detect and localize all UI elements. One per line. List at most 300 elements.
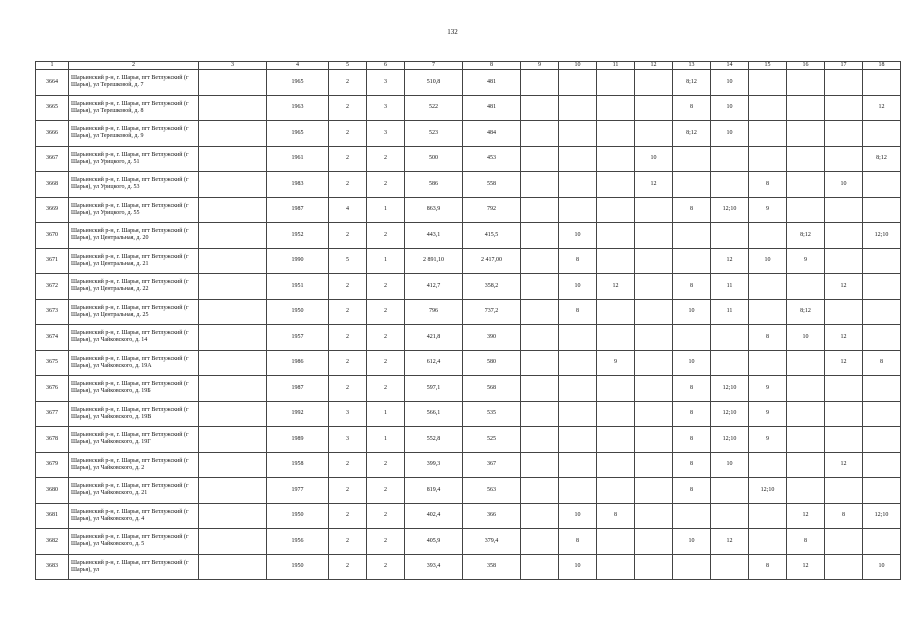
table-cell: 8: [673, 401, 711, 427]
table-cell: [749, 529, 787, 555]
table-cell: [597, 427, 635, 453]
table-cell: 9: [787, 248, 825, 274]
table-cell: 2: [367, 223, 405, 249]
address-cell: Шарьинский р-н, г. Шарья, пгт Ветлужский (г Шарья), ул Центральная, д. 20: [69, 223, 199, 249]
table-cell: 5: [329, 248, 367, 274]
table-cell: 8: [673, 452, 711, 478]
table-cell: 2: [329, 452, 367, 478]
table-cell: [199, 452, 267, 478]
address-cell: Шарьинский р-н, г. Шарья, пгт Ветлужский (г Шарья), ул Чайковского, д. 21: [69, 478, 199, 504]
table-row: [36, 452, 901, 478]
table-cell: [711, 172, 749, 198]
table-cell: 8: [673, 197, 711, 223]
table-cell: [635, 529, 673, 555]
table-cell: [711, 503, 749, 529]
table-cell: 1950: [267, 503, 329, 529]
table-cell: [199, 172, 267, 198]
table-cell: [825, 248, 863, 274]
table-cell: [597, 95, 635, 121]
table-cell: 563: [463, 478, 521, 504]
table-cell: [825, 376, 863, 402]
table-cell: [749, 452, 787, 478]
table-cell: [825, 401, 863, 427]
table-cell: [559, 95, 597, 121]
table-cell: [787, 172, 825, 198]
row-number-cell: 3668: [36, 172, 69, 198]
table-row: [36, 350, 901, 376]
table-cell: 12: [711, 529, 749, 555]
table-cell: 393,4: [405, 554, 463, 580]
table-cell: 8: [559, 248, 597, 274]
table-cell: [597, 478, 635, 504]
table-cell: 566,1: [405, 401, 463, 427]
table-cell: 2: [367, 503, 405, 529]
table-cell: [711, 325, 749, 351]
table-row: [36, 274, 901, 300]
table-cell: [521, 223, 559, 249]
table-cell: 2: [329, 121, 367, 147]
table-cell: 10: [711, 70, 749, 96]
table-cell: [635, 223, 673, 249]
row-number-cell: 3679: [36, 452, 69, 478]
table-cell: [521, 503, 559, 529]
table-cell: 2: [367, 350, 405, 376]
column-header: 10: [559, 62, 597, 70]
table-cell: 9: [597, 350, 635, 376]
table-row: [36, 197, 901, 223]
table-cell: 1963: [267, 95, 329, 121]
table-cell: [825, 554, 863, 580]
table-cell: [521, 274, 559, 300]
table-cell: [521, 172, 559, 198]
table-cell: 8;12: [863, 146, 901, 172]
row-number-cell: 3680: [36, 478, 69, 504]
table-cell: 8;12: [673, 70, 711, 96]
table-cell: 12;10: [863, 223, 901, 249]
column-header: 6: [367, 62, 405, 70]
column-header: 13: [673, 62, 711, 70]
table-cell: [635, 95, 673, 121]
column-header: 8: [463, 62, 521, 70]
table-cell: 2: [329, 274, 367, 300]
address-cell: Шарьинский р-н, г. Шарья, пгт Ветлужский (г Шарья), ул Терешковой, д. 7: [69, 70, 199, 96]
table-cell: 3: [367, 70, 405, 96]
table-row: [36, 146, 901, 172]
table-row: [36, 95, 901, 121]
table-cell: 2: [329, 350, 367, 376]
table-cell: [749, 146, 787, 172]
table-cell: 443,1: [405, 223, 463, 249]
table-cell: 1956: [267, 529, 329, 555]
table-cell: 10: [673, 350, 711, 376]
table-cell: 8: [673, 274, 711, 300]
table-cell: 10: [787, 325, 825, 351]
table-cell: [787, 274, 825, 300]
table-cell: [199, 70, 267, 96]
table-row: [36, 248, 901, 274]
table-cell: [787, 376, 825, 402]
address-cell: Шарьинский р-н, г. Шарья, пгт Ветлужский (г Шарья), ул Урицкого, д. 53: [69, 172, 199, 198]
table-cell: [863, 70, 901, 96]
table-cell: [863, 478, 901, 504]
table-cell: 819,4: [405, 478, 463, 504]
table-cell: 2: [329, 478, 367, 504]
column-number-row: [36, 62, 901, 70]
table-cell: [521, 248, 559, 274]
table-cell: [635, 274, 673, 300]
table-cell: 9: [749, 376, 787, 402]
table-cell: 10: [559, 274, 597, 300]
table-cell: 1983: [267, 172, 329, 198]
table-cell: 2: [329, 299, 367, 325]
table-cell: [825, 121, 863, 147]
address-cell: Шарьинский р-н, г. Шарья, пгт Ветлужский (г Шарья), ул Чайковского, д. 19Г: [69, 427, 199, 453]
table-row: [36, 554, 901, 580]
table-cell: 1: [367, 197, 405, 223]
table-cell: [521, 427, 559, 453]
table-cell: [673, 172, 711, 198]
table-cell: 863,9: [405, 197, 463, 223]
row-number-cell: 3672: [36, 274, 69, 300]
column-header: 7: [405, 62, 463, 70]
table-cell: 12;10: [711, 401, 749, 427]
table-cell: 10: [749, 248, 787, 274]
table-cell: [825, 478, 863, 504]
table-cell: 2: [367, 529, 405, 555]
table-cell: 8: [863, 350, 901, 376]
table-cell: [199, 248, 267, 274]
table-cell: [787, 70, 825, 96]
table-cell: [749, 95, 787, 121]
table-cell: 12;10: [863, 503, 901, 529]
table-cell: [597, 248, 635, 274]
table-cell: 2: [367, 146, 405, 172]
table-cell: 1977: [267, 478, 329, 504]
table-cell: 8: [673, 376, 711, 402]
table-cell: 1961: [267, 146, 329, 172]
table-cell: [199, 146, 267, 172]
column-header: 5: [329, 62, 367, 70]
table-cell: 737,2: [463, 299, 521, 325]
table-cell: [199, 274, 267, 300]
table-cell: 1989: [267, 427, 329, 453]
table-cell: [673, 248, 711, 274]
table-cell: 1952: [267, 223, 329, 249]
table-cell: [863, 121, 901, 147]
table-cell: 2: [367, 325, 405, 351]
column-header: 14: [711, 62, 749, 70]
table-cell: 552,8: [405, 427, 463, 453]
table-cell: 379,4: [463, 529, 521, 555]
table-cell: [521, 121, 559, 147]
table-row: [36, 70, 901, 96]
table-cell: 580: [463, 350, 521, 376]
table-cell: [521, 452, 559, 478]
table-row: [36, 223, 901, 249]
row-number-cell: 3671: [36, 248, 69, 274]
table-cell: 10: [559, 503, 597, 529]
table-cell: 1: [367, 248, 405, 274]
address-cell: Шарьинский р-н, г. Шарья, пгт Ветлужский (г Шарья), ул Урицкого, д. 55: [69, 197, 199, 223]
table-cell: [521, 299, 559, 325]
table-cell: [521, 529, 559, 555]
address-cell: Шарьинский р-н, г. Шарья, пгт Ветлужский (г Шарья), ул: [69, 554, 199, 580]
table-body: [36, 70, 901, 580]
table-cell: [199, 299, 267, 325]
table-cell: [199, 478, 267, 504]
table-cell: 10: [711, 121, 749, 147]
table-cell: 1987: [267, 376, 329, 402]
table-cell: 523: [405, 121, 463, 147]
table-cell: 8: [787, 529, 825, 555]
table-cell: [597, 121, 635, 147]
address-cell: Шарьинский р-н, г. Шарья, пгт Ветлужский (г Шарья), ул Чайковского, д. 19Б: [69, 376, 199, 402]
row-number-cell: 3677: [36, 401, 69, 427]
table-cell: [825, 146, 863, 172]
table-cell: [635, 478, 673, 504]
table-cell: [863, 274, 901, 300]
table-cell: [597, 554, 635, 580]
table-cell: [635, 299, 673, 325]
table-cell: 2: [367, 376, 405, 402]
table-cell: 8;12: [673, 121, 711, 147]
table-cell: 12;10: [749, 478, 787, 504]
table-cell: 10: [673, 529, 711, 555]
table-cell: 12: [787, 554, 825, 580]
table-cell: 3: [367, 95, 405, 121]
table-cell: [597, 325, 635, 351]
row-number-cell: 3669: [36, 197, 69, 223]
table-cell: 2 417,00: [463, 248, 521, 274]
table-cell: [199, 95, 267, 121]
column-header: 18: [863, 62, 901, 70]
table-cell: [749, 70, 787, 96]
table-cell: [711, 350, 749, 376]
address-cell: Шарьинский р-н, г. Шарья, пгт Ветлужский (г Шарья), ул Чайковского, д. 5: [69, 529, 199, 555]
table-cell: 500: [405, 146, 463, 172]
table-cell: 2: [329, 70, 367, 96]
table-cell: [199, 350, 267, 376]
table-cell: [199, 197, 267, 223]
table-cell: 12;10: [711, 376, 749, 402]
table-cell: 481: [463, 95, 521, 121]
table-cell: [597, 452, 635, 478]
column-header: 11: [597, 62, 635, 70]
table-cell: 12;10: [711, 427, 749, 453]
table-cell: 2 891,10: [405, 248, 463, 274]
table-cell: [825, 529, 863, 555]
table-cell: [673, 146, 711, 172]
table-cell: 1986: [267, 350, 329, 376]
address-cell: Шарьинский р-н, г. Шарья, пгт Ветлужский (г Шарья), ул Терешковой, д. 8: [69, 95, 199, 121]
address-cell: Шарьинский р-н, г. Шарья, пгт Ветлужский (г Шарья), ул Чайковского, д. 4: [69, 503, 199, 529]
table-cell: [863, 452, 901, 478]
table-cell: [711, 223, 749, 249]
table-cell: [635, 197, 673, 223]
table-cell: [199, 529, 267, 555]
table-cell: 481: [463, 70, 521, 96]
table-cell: 1: [367, 427, 405, 453]
table-cell: [749, 223, 787, 249]
table-cell: 2: [329, 529, 367, 555]
table-cell: [863, 401, 901, 427]
table-cell: 10: [559, 554, 597, 580]
table-cell: [749, 299, 787, 325]
row-number-cell: 3678: [36, 427, 69, 453]
address-cell: Шарьинский р-н, г. Шарья, пгт Ветлужский (г Шарья), ул Чайковского, д. 19В: [69, 401, 199, 427]
table-cell: [673, 223, 711, 249]
column-header: 9: [521, 62, 559, 70]
table-cell: 12: [825, 350, 863, 376]
table-cell: 10: [863, 554, 901, 580]
row-number-cell: 3667: [36, 146, 69, 172]
table-row: [36, 299, 901, 325]
table-cell: 3: [329, 401, 367, 427]
table-cell: [521, 70, 559, 96]
table-cell: 390: [463, 325, 521, 351]
table-cell: [521, 95, 559, 121]
table-cell: [559, 478, 597, 504]
column-header: 16: [787, 62, 825, 70]
table-cell: [825, 223, 863, 249]
table-cell: [199, 503, 267, 529]
column-header: 4: [267, 62, 329, 70]
table-cell: 8;12: [787, 299, 825, 325]
table-cell: 415,5: [463, 223, 521, 249]
row-number-cell: 3664: [36, 70, 69, 96]
table-cell: [521, 478, 559, 504]
table-cell: 1992: [267, 401, 329, 427]
table-cell: 12: [825, 452, 863, 478]
table-cell: [787, 146, 825, 172]
table-cell: 525: [463, 427, 521, 453]
address-cell: Шарьинский р-н, г. Шарья, пгт Ветлужский (г Шарья), ул Урицкого, д. 51: [69, 146, 199, 172]
table-cell: [635, 70, 673, 96]
table-cell: 421,8: [405, 325, 463, 351]
table-cell: [559, 70, 597, 96]
table-cell: 10: [673, 299, 711, 325]
table-cell: [559, 146, 597, 172]
address-cell: Шарьинский р-н, г. Шарья, пгт Ветлужский (г Шарья), ул Чайковского, д. 14: [69, 325, 199, 351]
table-cell: [863, 376, 901, 402]
table-cell: [199, 401, 267, 427]
table-cell: 3: [367, 121, 405, 147]
table-cell: 8;12: [787, 223, 825, 249]
table-cell: 792: [463, 197, 521, 223]
table-cell: 8: [825, 503, 863, 529]
row-number-cell: 3682: [36, 529, 69, 555]
table-cell: 3: [329, 427, 367, 453]
table-cell: 10: [711, 452, 749, 478]
table-cell: 9: [749, 197, 787, 223]
table-cell: [559, 197, 597, 223]
table-cell: 8: [597, 503, 635, 529]
table-cell: 11: [711, 274, 749, 300]
table-cell: 2: [329, 223, 367, 249]
table-cell: 12: [863, 95, 901, 121]
table-cell: 510,8: [405, 70, 463, 96]
table-cell: [597, 172, 635, 198]
table-cell: [787, 427, 825, 453]
table-cell: 8: [749, 172, 787, 198]
table-cell: 2: [367, 478, 405, 504]
table-cell: [787, 121, 825, 147]
address-cell: Шарьинский р-н, г. Шарья, пгт Ветлужский (г Шарья), ул Чайковского, д. 2: [69, 452, 199, 478]
table-cell: 8: [749, 554, 787, 580]
table-row: [36, 529, 901, 555]
table-cell: [635, 503, 673, 529]
table-cell: [635, 350, 673, 376]
table-cell: [863, 197, 901, 223]
table-cell: 10: [711, 95, 749, 121]
table-cell: 2: [329, 503, 367, 529]
table-cell: 10: [559, 223, 597, 249]
column-header: 3: [199, 62, 267, 70]
table-cell: [559, 121, 597, 147]
table-cell: 412,7: [405, 274, 463, 300]
table-cell: [825, 95, 863, 121]
table-cell: 8: [559, 299, 597, 325]
table-cell: [673, 554, 711, 580]
table-cell: 12: [597, 274, 635, 300]
table-cell: 1987: [267, 197, 329, 223]
table-row: [36, 478, 901, 504]
table-cell: [863, 172, 901, 198]
column-header: 2: [69, 62, 199, 70]
table-cell: [521, 325, 559, 351]
table-cell: [521, 376, 559, 402]
table-cell: [635, 121, 673, 147]
table-cell: [635, 554, 673, 580]
table-cell: 535: [463, 401, 521, 427]
table-cell: [635, 452, 673, 478]
table-cell: [635, 376, 673, 402]
table-cell: 2: [329, 376, 367, 402]
table-cell: 453: [463, 146, 521, 172]
table-cell: [597, 299, 635, 325]
table-cell: [199, 427, 267, 453]
table-cell: 1957: [267, 325, 329, 351]
table-cell: [521, 197, 559, 223]
table-cell: [559, 172, 597, 198]
table-row: [36, 325, 901, 351]
table-cell: 9: [749, 401, 787, 427]
table-cell: 2: [367, 554, 405, 580]
table-cell: 2: [367, 452, 405, 478]
table-cell: [749, 350, 787, 376]
table-cell: 1950: [267, 299, 329, 325]
table-cell: 597,1: [405, 376, 463, 402]
address-cell: Шарьинский р-н, г. Шарья, пгт Ветлужский (г Шарья), ул Центральная, д. 21: [69, 248, 199, 274]
column-header: 1: [36, 62, 69, 70]
row-number-cell: 3666: [36, 121, 69, 147]
table-cell: [521, 146, 559, 172]
table-cell: 10: [635, 146, 673, 172]
address-cell: Шарьинский р-н, г. Шарья, пгт Ветлужский (г Шарья), ул Центральная, д. 22: [69, 274, 199, 300]
table-cell: [559, 376, 597, 402]
table-cell: 8: [673, 478, 711, 504]
table-cell: 1990: [267, 248, 329, 274]
table-cell: [787, 452, 825, 478]
table-cell: [711, 478, 749, 504]
table-cell: [199, 325, 267, 351]
table-cell: 8: [673, 95, 711, 121]
column-header: 12: [635, 62, 673, 70]
table-row: [36, 427, 901, 453]
table-cell: 358,2: [463, 274, 521, 300]
table-cell: 2: [329, 146, 367, 172]
table-cell: [825, 427, 863, 453]
